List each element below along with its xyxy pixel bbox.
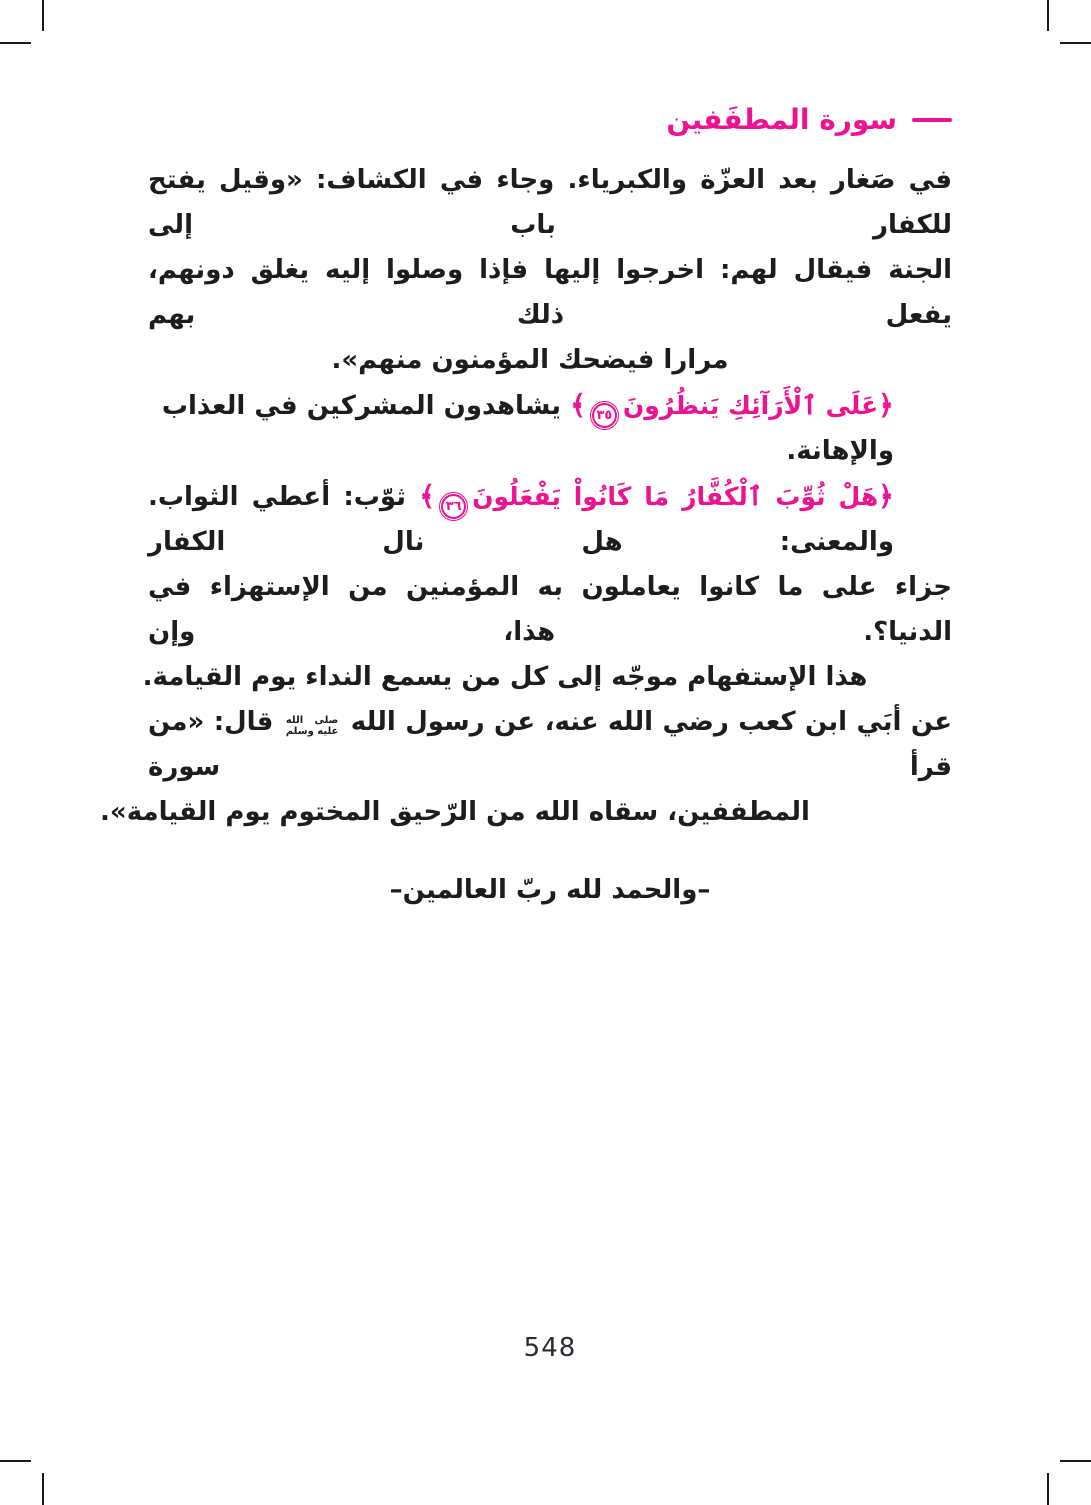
hadith-line2: المطففين، سقاه الله من الرّحيق المختوم يوم القيامة». — [100, 797, 810, 827]
hadith-line1 — [148, 700, 952, 790]
hadith-line1-part-b: قال: «من قرأ سورة — [148, 707, 952, 782]
paragraph1-line3: مرارا فيضحك المؤمنون منهم». — [331, 345, 729, 375]
crop-mark-bottom-right-vertical — [1047, 1473, 1049, 1505]
verse36-line — [148, 474, 952, 565]
paragraph2-line2: جزاء على ما كانوا يعاملون به المؤمنين من الإستهزاء في الدنيا؟. هذا، وإن — [148, 572, 952, 647]
paragraph2-line3: هذا الإستفهام موجّه إلى كل من يسمع النداء يوم القيامة. — [142, 662, 868, 692]
paragraph1-line1: في صَغار بعد العزّة والكبرياء. وجاء في الكشاف: «وقيل يفتح للكفار باب إلى — [148, 165, 952, 240]
ornate-close-bracket: ﴾ — [570, 390, 586, 421]
ornate-close-bracket: ﴾ — [419, 481, 436, 512]
salawat-mark — [286, 715, 339, 737]
salawat-bottom: عليه وسلم — [285, 726, 339, 737]
ornate-open-bracket: ﴿ — [878, 481, 894, 512]
ayah-number-rosette-36: ٣٦ — [441, 494, 466, 519]
salawat-top: صلى الله — [285, 715, 339, 726]
quran-verse-35 — [570, 390, 894, 423]
ornate-open-bracket: ﴿ — [878, 390, 894, 421]
verse36-text: هَلْ ثُوِّبَ ٱلْكُفَّارُ مَا كَانُواْ يَفْعَلُونَ — [472, 482, 879, 511]
crop-mark-top-right-vertical — [1047, 0, 1049, 31]
running-header — [666, 100, 952, 140]
paragraph1-line2: الجنة فيقال لهم: اخرجوا إليها فإذا وصلوا إليه يغلق دونهم، يفعل ذلك بهم — [148, 255, 952, 330]
ayah-number-rosette-35: ٣٥ — [592, 403, 617, 428]
crop-mark-top-left-vertical — [42, 0, 44, 31]
verse35-text: عَلَى ٱلْأَرَآئِكِ يَنظُرُونَ — [622, 391, 879, 420]
hadith-line1-part-a: عن أبَي ابن كعب رضي الله عنه، عن رسول الله — [350, 707, 952, 737]
crop-mark-bottom-right-horizontal — [1060, 1460, 1091, 1462]
page-number: 548 — [523, 1333, 577, 1363]
closing-hamdala-line: –والحمد لله ربّ العالمين– — [389, 875, 711, 905]
crop-mark-bottom-left-vertical — [42, 1473, 44, 1505]
header-dash-icon — [912, 118, 952, 122]
body-text-block — [100, 158, 952, 913]
verse35-tafsir: يشاهدون المشركين في العذاب والإهانة. — [161, 391, 894, 466]
crop-mark-bottom-left-horizontal — [0, 1460, 31, 1462]
quran-verse-36 — [419, 481, 894, 514]
crop-mark-top-left-horizontal — [0, 42, 31, 44]
verse36-tafsir: ثوّب: أعطي الثواب. والمعنى: هل نال الكفار — [148, 482, 894, 557]
crop-mark-top-right-horizontal — [1060, 42, 1091, 44]
surah-title: سورة المطفَفين — [666, 103, 897, 136]
verse35-line — [148, 383, 952, 474]
